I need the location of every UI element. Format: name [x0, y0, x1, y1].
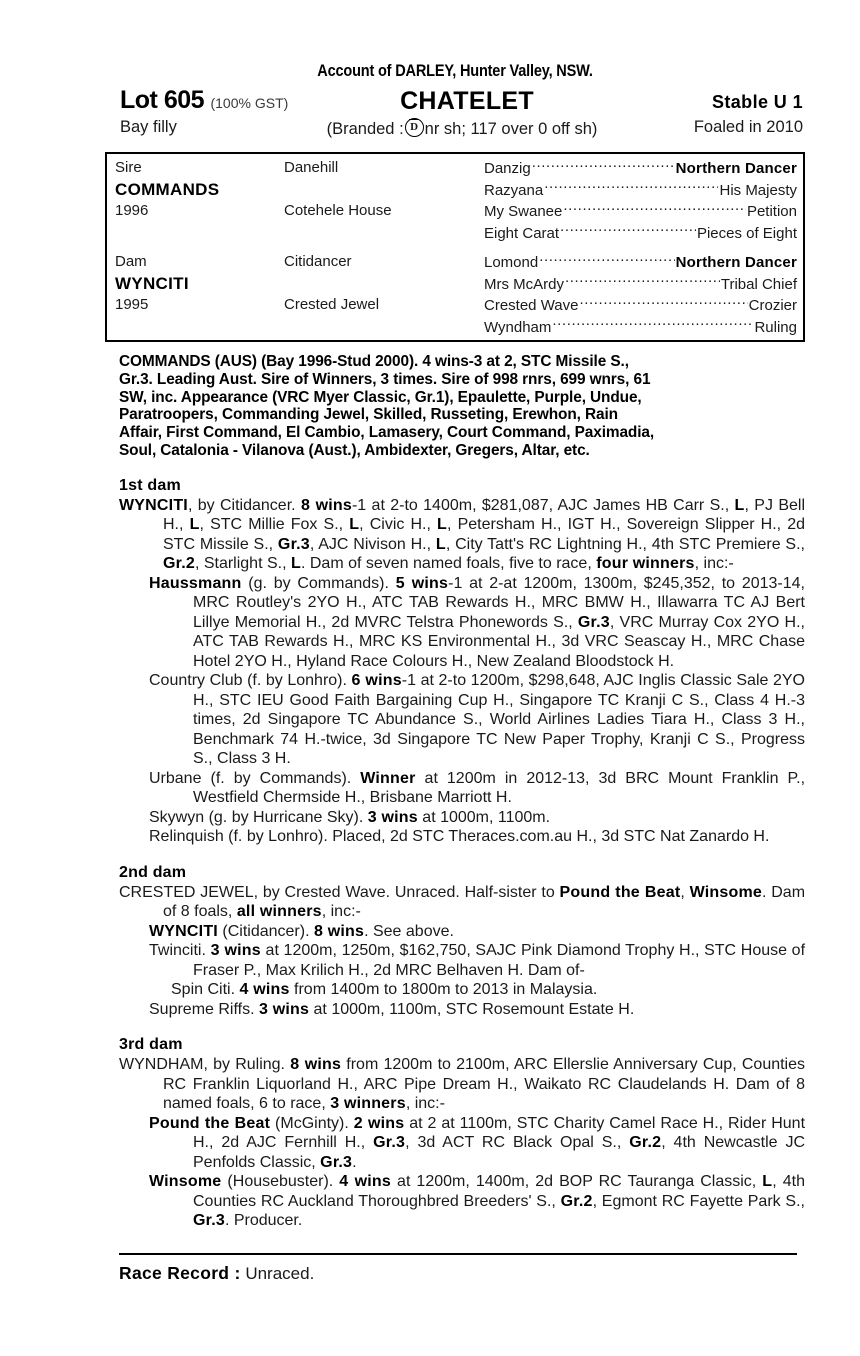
entry-text: Country Club (f. by Lonhro).: [149, 672, 352, 690]
entry-highlight: Winsome: [689, 883, 763, 901]
pedigree-entry: [105, 980, 805, 1000]
entry-text: , VRC Murray Cox 2YO H., ATC TAB Rewards H., MRC KS Environmental H., 3d VRC Seascay H., MRC Chase Hotel 2YO H., Hyland Race Colours H., New Zealand Bloodstock H.: [193, 613, 805, 670]
sire-summary: [105, 353, 805, 460]
second-dam-heading: 2nd dam: [119, 863, 187, 881]
entry-text: -1 at 2-at 1200m, 1300m, $245,352, to 2013-14, MRC Routley's 2YO H., ATC TAB Rewards H., MRC BMW H., Illawarra TC AJ Bert Lillye Memorial H., 2d MVRC Telstra Phonewords S.,: [193, 574, 805, 631]
leader-dots: [563, 201, 746, 216]
entry-text: . Producer.: [224, 1212, 303, 1230]
pedigree-gp-cell: [484, 317, 803, 339]
leader-dots: [579, 295, 747, 310]
gp-left: Mrs McArdy: [484, 275, 564, 293]
entry-highlight: L: [762, 1173, 773, 1191]
gp-right: Northern Dancer: [675, 254, 797, 271]
spacer-cell: [284, 274, 484, 296]
gp-left: Razyana: [484, 181, 544, 199]
entry-highlight: 3 wins: [258, 1000, 310, 1018]
entry-highlight: 2 wins: [353, 1114, 405, 1132]
entry-text: , 4th Counties RC Auckland Thoroughbred Breeders' S.,: [193, 1173, 805, 1210]
foaled-year: Foaled in 2010: [693, 118, 803, 136]
entry-highlight: all winners: [236, 903, 322, 921]
race-record-separator: [119, 1253, 797, 1255]
third-dam-heading: 3rd dam: [119, 1036, 183, 1054]
entry-highlight: Gr.3: [277, 535, 310, 553]
entry-text: .: [352, 1153, 357, 1171]
spacer-cell: [107, 317, 284, 339]
pedigree-row: [107, 317, 803, 339]
pedigree-gp-cell: [484, 223, 803, 245]
leader-dots: [552, 317, 753, 332]
entry-highlight: Winsome: [149, 1173, 222, 1191]
spacer-cell: [107, 223, 284, 245]
gp-right: Petition: [746, 203, 797, 220]
entry-text: from 1200m to 2100m, ARC Ellerslie Anniversary Cup, Counties RC Franklin Liquorland H., ARC Pipe Dream H., Waikato RC Claudelands H. Dam of 8 named foals, 6 to race,: [163, 1056, 806, 1113]
brand-suffix: nr sh; 117 over 0 off sh): [424, 120, 598, 138]
lot-number-text: Lot 605: [120, 86, 205, 114]
pedigree-entry: [105, 922, 805, 942]
brand-letter: D: [410, 120, 419, 133]
entry-highlight: WYNCITI: [149, 922, 218, 940]
pedigree-row: [107, 223, 803, 245]
account-line: Account of DARLEY, Hunter Valley, NSW.: [317, 62, 593, 80]
pedigree-row: [107, 180, 803, 202]
entry-text: WYNDHAM, by Ruling.: [119, 1056, 291, 1074]
entry-highlight: Gr.2: [163, 555, 195, 573]
entry-highlight: L: [349, 516, 360, 534]
entry-text: , Starlight S.,: [194, 555, 291, 573]
entry-text: (g. by Commands).: [241, 574, 396, 592]
entry-highlight: Haussmann: [149, 574, 242, 592]
entry-text: , 3d ACT RC Black Opal S.,: [405, 1134, 630, 1152]
entry-text: . See above.: [364, 922, 454, 940]
pedigree-gp-cell: [484, 295, 803, 317]
entry-highlight: 4 wins: [239, 981, 290, 999]
entry-text: Relinquish (f. by Lonhro). Placed, 2d STC Theraces.com.au H., 3d STC Nat Zanardo H.: [149, 828, 770, 846]
entry-highlight: Gr.3: [193, 1212, 225, 1230]
pedigree-entry: [105, 883, 805, 922]
entry-highlight: 3 winners: [330, 1095, 406, 1113]
entry-text: at 1000m, 1100m.: [417, 808, 551, 826]
colour-sex: Bay filly: [120, 118, 177, 136]
pedigree-row: [107, 158, 803, 180]
sire-dam: Cotehele House: [284, 202, 392, 219]
gp-left: Eight Carat: [484, 224, 560, 242]
pedigree-entry: [105, 827, 805, 847]
dam-label: Dam: [115, 253, 147, 270]
third-dam-body: [105, 1055, 805, 1231]
pedigree-row: [107, 252, 803, 274]
spacer-cell: [284, 317, 484, 339]
entry-highlight: L: [435, 535, 446, 553]
pedigree-entry: [105, 1172, 805, 1231]
entry-highlight: Gr.3: [577, 613, 610, 631]
pedigree-row: [107, 201, 803, 223]
pedigree-entry: [105, 808, 805, 828]
gp-right: Crozier: [748, 297, 797, 314]
entry-text: at 1200m in 2012-13, 3d BRC Mount Franklin P., Westfield Chermside H., Brisbane Marriott H.: [193, 769, 806, 807]
pedigree-entry: [105, 769, 805, 808]
entry-text: , Egmont RC Fayette Park S.,: [592, 1192, 805, 1210]
entry-highlight: four winners: [596, 555, 695, 573]
stable-label: Stable U 1: [711, 92, 803, 112]
entry-highlight: L: [437, 516, 448, 534]
pedigree-gp-cell: [484, 180, 803, 202]
entry-text: at 1200m, 1250m, $162,750, SAJC Pink Diamond Trophy H., STC House of Fraser P., Max Krilich H., 2d MRC Belhaven H. Dam of-: [193, 942, 806, 979]
brand-circle-d-icon: [405, 118, 424, 137]
gp-right: His Majesty: [719, 181, 797, 199]
gp-left: My Swanee: [484, 203, 563, 220]
entry-highlight: 3 wins: [367, 808, 418, 826]
entry-text: at 2 at 1100m, STC Charity Camel Race H., Rider Hunt H., 2d AJC Fernhill H.,: [193, 1114, 806, 1152]
entry-highlight: L: [734, 496, 745, 514]
race-record-label: Race Record :: [119, 1262, 241, 1283]
pedigree-entry: [105, 671, 805, 769]
pedigree-divider: [107, 244, 803, 252]
first-dam-body: [105, 496, 805, 847]
second-dam-body: [105, 883, 805, 1020]
brand-prefix: (Branded :: [326, 120, 404, 138]
leader-dots: [539, 252, 674, 267]
entry-text: , Petersham H., IGT H., Sovereign Slipper H., 2d STC Missile S.,: [163, 516, 806, 553]
leader-dots: [565, 274, 720, 289]
sire-name: COMMANDS: [115, 179, 220, 199]
gst-note: (100% GST): [210, 95, 289, 111]
spacer-cell: [284, 180, 484, 202]
sire-summary-line: COMMANDS (AUS) (Bay 1996-Stud 2000). 4 wins-3 at 2, STC Missile S.,: [119, 353, 629, 370]
entry-text: -1 at 2-to 1400m, $281,087, AJC James HB Carr S.,: [351, 496, 735, 514]
gp-right: Pieces of Eight: [696, 224, 797, 242]
pedigree-row: [107, 295, 803, 317]
gp-left: Crested Wave: [484, 297, 579, 314]
pedigree-entry: [105, 1000, 805, 1020]
entry-highlight: Gr.2: [560, 1192, 593, 1210]
gp-right: Tribal Chief: [720, 275, 797, 293]
page-content: [105, 62, 805, 1285]
spacer-cell: [284, 223, 484, 245]
entry-text: from 1400m to 1800m to 2013 in Malaysia.: [289, 981, 598, 999]
entry-highlight: 4 wins: [339, 1173, 391, 1191]
pedigree-entry: [105, 1114, 805, 1173]
race-record-value: Unraced.: [245, 1263, 315, 1283]
entry-highlight: L: [290, 555, 301, 573]
entry-text: (Housebuster).: [221, 1173, 340, 1191]
dam-year: 1995: [115, 296, 149, 313]
sire-label: Sire: [115, 159, 142, 176]
entry-text: , AJC Nivison H.,: [309, 535, 436, 553]
entry-text: at 1000m, 1100m, STC Rosemount Estate H.: [309, 1000, 635, 1018]
entry-text: Spin Citi.: [171, 981, 240, 999]
pedigree-table: [105, 152, 805, 342]
entry-highlight: Winner: [360, 769, 416, 787]
entry-text: , City Tatt's RC Lightning H., 4th STC Premiere S.,: [445, 535, 805, 553]
leader-dots: [544, 180, 718, 195]
entry-text: , inc:-: [405, 1095, 445, 1113]
entry-highlight: 5 wins: [395, 574, 449, 592]
pedigree-gp-cell: [484, 201, 803, 223]
entry-text: (Citidancer).: [217, 922, 314, 940]
sire-summary-line: Affair, First Command, El Cambio, Lamasery, Court Command, Paximadia,: [119, 424, 655, 442]
sire-sire: Danehill: [284, 159, 339, 176]
entry-highlight: 8 wins: [313, 922, 365, 940]
entry-highlight: Gr.3: [373, 1134, 406, 1152]
subtitle-row: [105, 118, 805, 144]
entry-text: , inc:-: [694, 555, 734, 573]
entry-highlight: Pound the Beat: [149, 1114, 271, 1132]
entry-text: Twinciti.: [149, 942, 211, 960]
title-row: [105, 85, 805, 116]
entry-text: ,: [680, 883, 690, 901]
gp-right: Northern Dancer: [675, 160, 797, 177]
entry-text: , 4th Newcastle JC Penfolds Classic,: [193, 1134, 806, 1171]
pedigree-entry: [105, 1055, 805, 1114]
entry-highlight: Gr.3: [320, 1153, 353, 1171]
leader-dots: [560, 223, 696, 238]
entry-text: . Dam of 8 foals,: [163, 883, 806, 921]
entry-highlight: 3 wins: [210, 942, 261, 960]
entry-text: , by Citidancer.: [187, 496, 301, 514]
entry-text: at 1200m, 1400m, 2d BOP RC Tauranga Classic,: [391, 1173, 763, 1191]
gp-left: Lomond: [484, 254, 539, 271]
entry-text: . Dam of seven named foals, five to race,: [300, 555, 597, 573]
sire-year: 1996: [115, 202, 149, 219]
gp-right: Ruling: [754, 318, 797, 336]
sire-summary-line: Soul, Catalonia - Vilanova (Aust.), Ambidexter, Gregers, Altar, etc.: [119, 441, 590, 459]
entry-text: -1 at 2-to 1200m, $298,648, AJC Inglis Classic Sale 2YO H., STC IEU Good Faith Bargaining Cup H., Singapore TC Kranji C S., Class 4 H.-3 times, 2d Singapore TC Abundance S., World Airlines Ladies Tiara H., Class 3 H., Benchmark 74 H.-twice, 3d Singapore TC New Paper Trophy, Kranji C S., Progress S., Class 3 H.: [193, 672, 805, 768]
gp-left: Wyndham: [484, 318, 552, 336]
sire-summary-line: SW, inc. Appearance (VRC Myer Classic, Gr.1), Epaulette, Purple, Undue,: [119, 388, 642, 406]
entry-text: , STC Millie Fox S.,: [199, 516, 350, 534]
race-record: [105, 1262, 805, 1285]
page-title: CHATELET: [400, 87, 534, 115]
entry-highlight: 8 wins: [290, 1056, 342, 1074]
entry-highlight: 6 wins: [351, 672, 402, 690]
sire-summary-line: Paratroopers, Commanding Jewel, Skilled, Russeting, Erewhon, Rain: [119, 406, 618, 424]
entry-highlight: L: [189, 516, 200, 534]
gp-left: Danzig: [484, 160, 531, 177]
entry-text: , Civic H.,: [359, 516, 438, 534]
entry-text: Skywyn (g. by Hurricane Sky).: [149, 808, 368, 826]
entry-highlight: 8 wins: [300, 496, 352, 514]
pedigree-gp-cell: [484, 252, 803, 274]
entry-text: , PJ Bell H.,: [163, 496, 806, 534]
entry-highlight: WYNCITI: [119, 496, 188, 514]
dam-dam: Crested Jewel: [284, 296, 380, 313]
entry-text: (McGinty).: [270, 1114, 354, 1132]
entry-text: CRESTED JEWEL, by Crested Wave. Unraced. Half-sister to: [119, 883, 560, 901]
pedigree-entry: [105, 574, 805, 672]
pedigree-entry: [105, 941, 805, 980]
sire-summary-line: Gr.3. Leading Aust. Sire of Winners, 3 times. Sire of 998 rnrs, 699 wnrs, 61: [119, 370, 651, 388]
pedigree-entry: [105, 496, 805, 574]
pedigree-gp-cell: [484, 274, 803, 296]
leader-dots: [532, 158, 675, 173]
pedigree-gp-cell: [484, 158, 803, 180]
pedigree-row: [107, 274, 803, 296]
entry-highlight: Gr.2: [629, 1134, 662, 1152]
dam-sire: Citidancer: [284, 253, 352, 270]
entry-text: Urbane (f. by Commands).: [149, 769, 361, 787]
entry-highlight: Pound the Beat: [559, 883, 681, 901]
entry-text: Supreme Riffs.: [149, 1000, 259, 1018]
first-dam-heading: 1st dam: [119, 476, 181, 494]
entry-text: , inc:-: [321, 903, 361, 921]
dam-name: WYNCITI: [115, 273, 189, 293]
